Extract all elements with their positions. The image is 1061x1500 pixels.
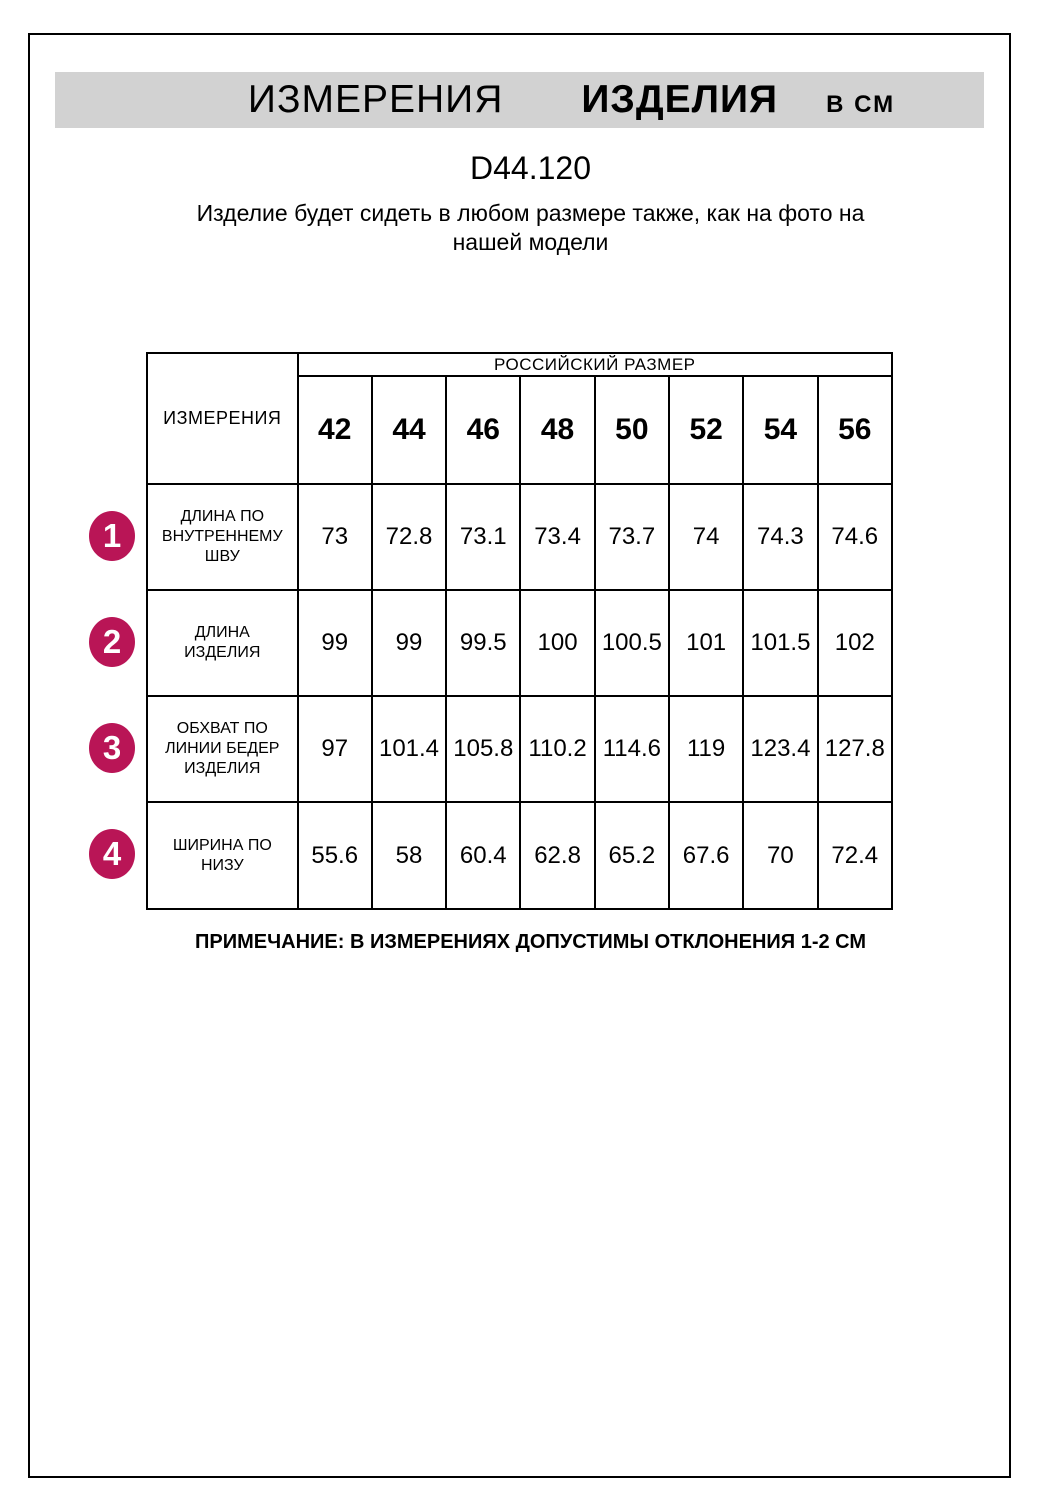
size-col-header: 46: [446, 376, 520, 484]
size-col-header: 52: [669, 376, 743, 484]
value-cell: 102: [818, 590, 892, 696]
table-row-inseam-length: [147, 484, 892, 590]
title-group: [248, 72, 895, 128]
row-label: ШИРИНА ПО НИЗУ: [147, 802, 298, 909]
size-col-header: 48: [520, 376, 594, 484]
value-cell: 60.4: [446, 802, 520, 909]
measurements-column-header: ИЗМЕРЕНИЯ: [147, 353, 298, 484]
value-cell: 74.6: [818, 484, 892, 590]
value-cell: 58: [372, 802, 446, 909]
russian-size-group-header: РОССИЙСКИЙ РАЗМЕР: [298, 353, 892, 376]
value-cell: 74.3: [743, 484, 817, 590]
value-cell: 110.2: [520, 696, 594, 802]
row-number-badge-3: 3: [89, 723, 135, 773]
value-cell: 99.5: [446, 590, 520, 696]
size-col-header: 54: [743, 376, 817, 484]
size-table-container: [146, 352, 893, 910]
size-col-header: 50: [595, 376, 669, 484]
value-cell: 114.6: [595, 696, 669, 802]
value-cell: 73.1: [446, 484, 520, 590]
table-row-item-length: [147, 590, 892, 696]
row-number-badge-1: 1: [89, 511, 135, 561]
value-cell: 101.4: [372, 696, 446, 802]
fit-subtitle: [0, 199, 1061, 257]
value-cell: 73.4: [520, 484, 594, 590]
row-label: ДЛИНА ПО ВНУТРЕННЕМУ ШВУ: [147, 484, 298, 590]
tolerance-note: ПРИМЕЧАНИЕ: В ИЗМЕРЕНИЯХ ДОПУСТИМЫ ОТКЛОНЕНИЯ 1-2 СМ: [195, 931, 866, 953]
fit-subtitle-line1: Изделие будет сидеть в любом размере также, как на фото на: [196, 200, 865, 226]
value-cell: 99: [372, 590, 446, 696]
page-title-measurements: ИЗМЕРЕНИЯ: [247, 78, 504, 121]
value-cell: 100: [520, 590, 594, 696]
title-banner: [55, 72, 984, 128]
page-title-product: ИЗДЕЛИЯ: [581, 78, 779, 121]
value-cell: 65.2: [595, 802, 669, 909]
size-col-header: 42: [298, 376, 372, 484]
row-label: ДЛИНА ИЗДЕЛИЯ: [147, 590, 298, 696]
page-title-units: В СМ: [826, 91, 896, 118]
fit-subtitle-line2: нашей модели: [452, 229, 609, 255]
size-col-header: 56: [818, 376, 892, 484]
value-cell: 67.6: [669, 802, 743, 909]
table-row-hip-girth: [147, 696, 892, 802]
value-cell: 73: [298, 484, 372, 590]
row-number-badge-4: 4: [89, 829, 135, 879]
size-table: [146, 352, 893, 910]
value-cell: 105.8: [446, 696, 520, 802]
table-row-bottom-width: [147, 802, 892, 909]
value-cell: 70: [743, 802, 817, 909]
value-cell: 100.5: [595, 590, 669, 696]
value-cell: 73.7: [595, 484, 669, 590]
row-number-badge-2: 2: [89, 617, 135, 667]
value-cell: 101: [669, 590, 743, 696]
table-header-group-row: [147, 353, 892, 376]
value-cell: 72.8: [372, 484, 446, 590]
row-label: ОБХВАТ ПО ЛИНИИ БЕДЕР ИЗДЕЛИЯ: [147, 696, 298, 802]
value-cell: 119: [669, 696, 743, 802]
value-cell: 97: [298, 696, 372, 802]
value-cell: 127.8: [818, 696, 892, 802]
value-cell: 62.8: [520, 802, 594, 909]
value-cell: 74: [669, 484, 743, 590]
size-col-header: 44: [372, 376, 446, 484]
value-cell: 101.5: [743, 590, 817, 696]
value-cell: 72.4: [818, 802, 892, 909]
product-code: D44.120: [470, 150, 591, 186]
value-cell: 123.4: [743, 696, 817, 802]
value-cell: 55.6: [298, 802, 372, 909]
value-cell: 99: [298, 590, 372, 696]
